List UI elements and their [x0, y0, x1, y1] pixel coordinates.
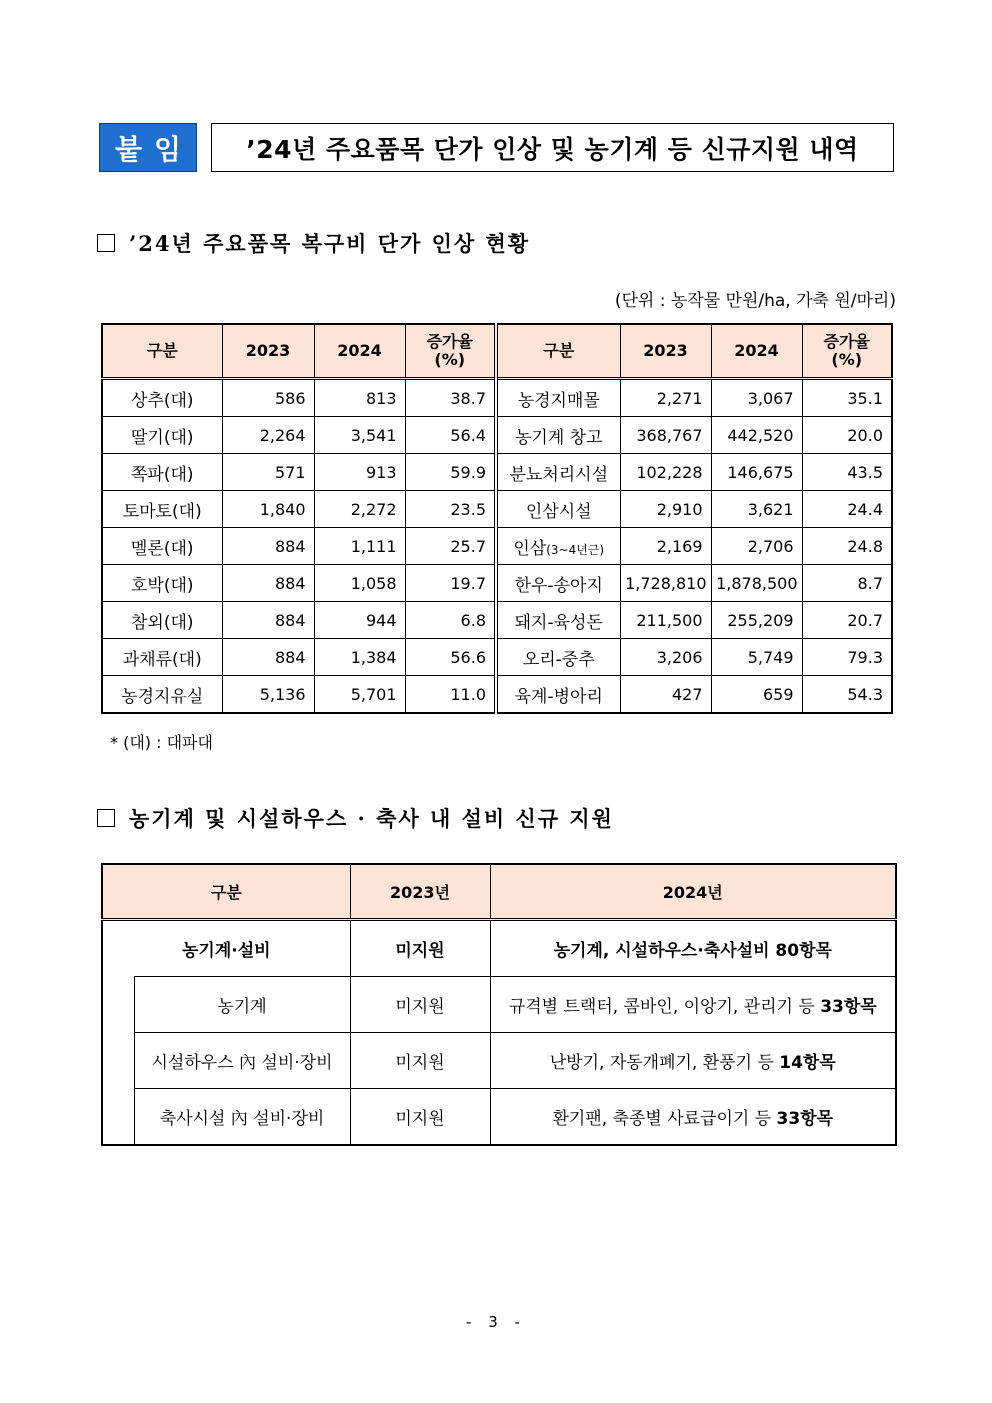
cell-value: 944 — [314, 602, 405, 639]
col-header: 구분 — [496, 324, 620, 379]
cell-value: 3,206 — [620, 639, 711, 676]
cell-name: 상추(대) — [102, 379, 222, 417]
table-row — [102, 977, 896, 1033]
checkbox-icon — [97, 234, 115, 252]
cell-value: 19.7 — [405, 565, 496, 602]
cell-value: 884 — [222, 602, 314, 639]
table-header-row — [102, 324, 892, 379]
cell-name: 농경지매몰 — [496, 379, 620, 417]
cell-value: 24.8 — [802, 528, 892, 565]
cell-value: 35.1 — [802, 379, 892, 417]
cell-value: 1,728,810 — [620, 565, 711, 602]
cell-value: 농기계, 시설하우스·축사설비 80항목 — [490, 920, 896, 977]
cell-name: 참외(대) — [102, 602, 222, 639]
table-row — [102, 1089, 896, 1146]
cell-name: 돼지-육성돈 — [496, 602, 620, 639]
cell-value: 56.4 — [405, 417, 496, 454]
cell-value: 23.5 — [405, 491, 496, 528]
checkbox-icon — [97, 809, 115, 827]
cell-value: 884 — [222, 528, 314, 565]
cell-value: 규격별 트랙터, 콤바인, 이앙기, 관리기 등 33항목 — [490, 977, 896, 1033]
cell-value: 3,621 — [711, 491, 802, 528]
cell-name: 분뇨처리시설 — [496, 454, 620, 491]
cell-value: 미지원 — [350, 1033, 490, 1089]
cell-name: 농기계·설비 — [102, 920, 350, 977]
section2-title: 농기계 및 시설하우스 · 축사 내 설비 신규 지원 — [129, 806, 614, 831]
cell-value: 211,500 — [620, 602, 711, 639]
table-row — [102, 417, 892, 454]
col-header: 2023 — [620, 324, 711, 379]
page-number: - 3 - — [466, 1313, 526, 1331]
cell-name: 축사시설 內 설비·장비 — [134, 1089, 350, 1146]
cell-name: 과채류(대) — [102, 639, 222, 676]
cell-value: 442,520 — [711, 417, 802, 454]
indent-cell — [102, 977, 134, 1033]
cell-value: 571 — [222, 454, 314, 491]
cell-value: 813 — [314, 379, 405, 417]
cell-name: 농기계 창고 — [496, 417, 620, 454]
cell-value: 3,067 — [711, 379, 802, 417]
table-row — [102, 1033, 896, 1089]
cell-value: 102,228 — [620, 454, 711, 491]
unit-price-table — [101, 323, 893, 714]
cell-name: 호박(대) — [102, 565, 222, 602]
cell-value: 24.4 — [802, 491, 892, 528]
cell-name: 멜론(대) — [102, 528, 222, 565]
cell-value: 884 — [222, 639, 314, 676]
cell-value: 1,384 — [314, 639, 405, 676]
section2-heading — [97, 803, 614, 833]
table-row — [102, 565, 892, 602]
cell-value: 환기팬, 축종별 사료급이기 등 33항목 — [490, 1089, 896, 1146]
cell-value: 난방기, 자동개폐기, 환풍기 등 14항목 — [490, 1033, 896, 1089]
cell-value: 884 — [222, 565, 314, 602]
item-count: 14항목 — [779, 1053, 836, 1073]
cell-name: 육계-병아리 — [496, 676, 620, 714]
cell-value: 146,675 — [711, 454, 802, 491]
table-row — [102, 639, 892, 676]
cell-value: 6.8 — [405, 602, 496, 639]
cell-name: 오리-중추 — [496, 639, 620, 676]
new-support-table — [101, 863, 897, 1146]
cell-value: 1,840 — [222, 491, 314, 528]
cell-value: 1,878,500 — [711, 565, 802, 602]
cell-name: 시설하우스 內 설비·장비 — [134, 1033, 350, 1089]
cell-value: 586 — [222, 379, 314, 417]
table-row — [102, 491, 892, 528]
indent-cell — [102, 1033, 134, 1089]
table-row — [102, 528, 892, 565]
cell-value: 3,541 — [314, 417, 405, 454]
cell-name: 쪽파(대) — [102, 454, 222, 491]
cell-value: 20.0 — [802, 417, 892, 454]
section1-title: ’24년 주요품목 복구비 단가 인상 현황 — [129, 231, 531, 256]
cell-value: 368,767 — [620, 417, 711, 454]
col-header: 2024 — [314, 324, 405, 379]
cell-value: 659 — [711, 676, 802, 714]
cell-value: 5,701 — [314, 676, 405, 714]
col-header: 2024 — [711, 324, 802, 379]
table-row — [102, 379, 892, 417]
cell-value: 11.0 — [405, 676, 496, 714]
cell-value: 43.5 — [802, 454, 892, 491]
cell-value: 2,264 — [222, 417, 314, 454]
cell-name: 농경지유실 — [102, 676, 222, 714]
cell-value: 5,749 — [711, 639, 802, 676]
col-header: 2023년 — [350, 864, 490, 920]
section1-heading — [97, 228, 530, 258]
table-row — [102, 602, 892, 639]
item-count: 33항목 — [776, 1109, 834, 1129]
unit-label: (단위 : 농작물 만원/ha, 가축 원/마리) — [614, 291, 896, 311]
cell-name-sub: (3~4년근) — [546, 542, 605, 557]
cell-value: 2,706 — [711, 528, 802, 565]
cell-value: 2,910 — [620, 491, 711, 528]
col-header: 증가율 (%) — [405, 324, 496, 379]
table-header-row — [102, 864, 896, 920]
cell-value: 1,111 — [314, 528, 405, 565]
cell-value: 79.3 — [802, 639, 892, 676]
col-header: 구분 — [102, 324, 222, 379]
cell-value: 56.6 — [405, 639, 496, 676]
footnote: * (대) : 대파대 — [110, 733, 213, 752]
cell-value: 38.7 — [405, 379, 496, 417]
cell-name: 인삼(3~4년근) — [496, 528, 620, 565]
cell-name: 딸기(대) — [102, 417, 222, 454]
cell-name: 인삼시설 — [496, 491, 620, 528]
cell-value: 913 — [314, 454, 405, 491]
cell-value: 5,136 — [222, 676, 314, 714]
cell-value: 59.9 — [405, 454, 496, 491]
item-count: 33항목 — [820, 997, 877, 1017]
cell-value: 2,272 — [314, 491, 405, 528]
attachment-badge: 붙임 — [99, 123, 197, 172]
cell-value: 2,169 — [620, 528, 711, 565]
cell-name: 한우-송아지 — [496, 565, 620, 602]
indent-cell — [102, 1089, 134, 1146]
page-title: ’24년 주요품목 단가 인상 및 농기계 등 신규지원 내역 — [211, 123, 894, 172]
cell-value: 54.3 — [802, 676, 892, 714]
cell-value: 미지원 — [350, 920, 490, 977]
cell-value: 1,058 — [314, 565, 405, 602]
col-header: 2023 — [222, 324, 314, 379]
cell-value: 8.7 — [802, 565, 892, 602]
cell-value: 2,271 — [620, 379, 711, 417]
cell-value: 25.7 — [405, 528, 496, 565]
table-row-total — [102, 920, 896, 977]
cell-value: 미지원 — [350, 1089, 490, 1146]
table-row — [102, 676, 892, 714]
cell-name: 토마토(대) — [102, 491, 222, 528]
cell-value: 255,209 — [711, 602, 802, 639]
col-header: 증가율 (%) — [802, 324, 892, 379]
col-header: 구분 — [102, 864, 350, 920]
col-header: 2024년 — [490, 864, 896, 920]
table-row — [102, 454, 892, 491]
cell-value: 427 — [620, 676, 711, 714]
cell-value: 미지원 — [350, 977, 490, 1033]
cell-name: 농기계 — [134, 977, 350, 1033]
cell-value: 20.7 — [802, 602, 892, 639]
